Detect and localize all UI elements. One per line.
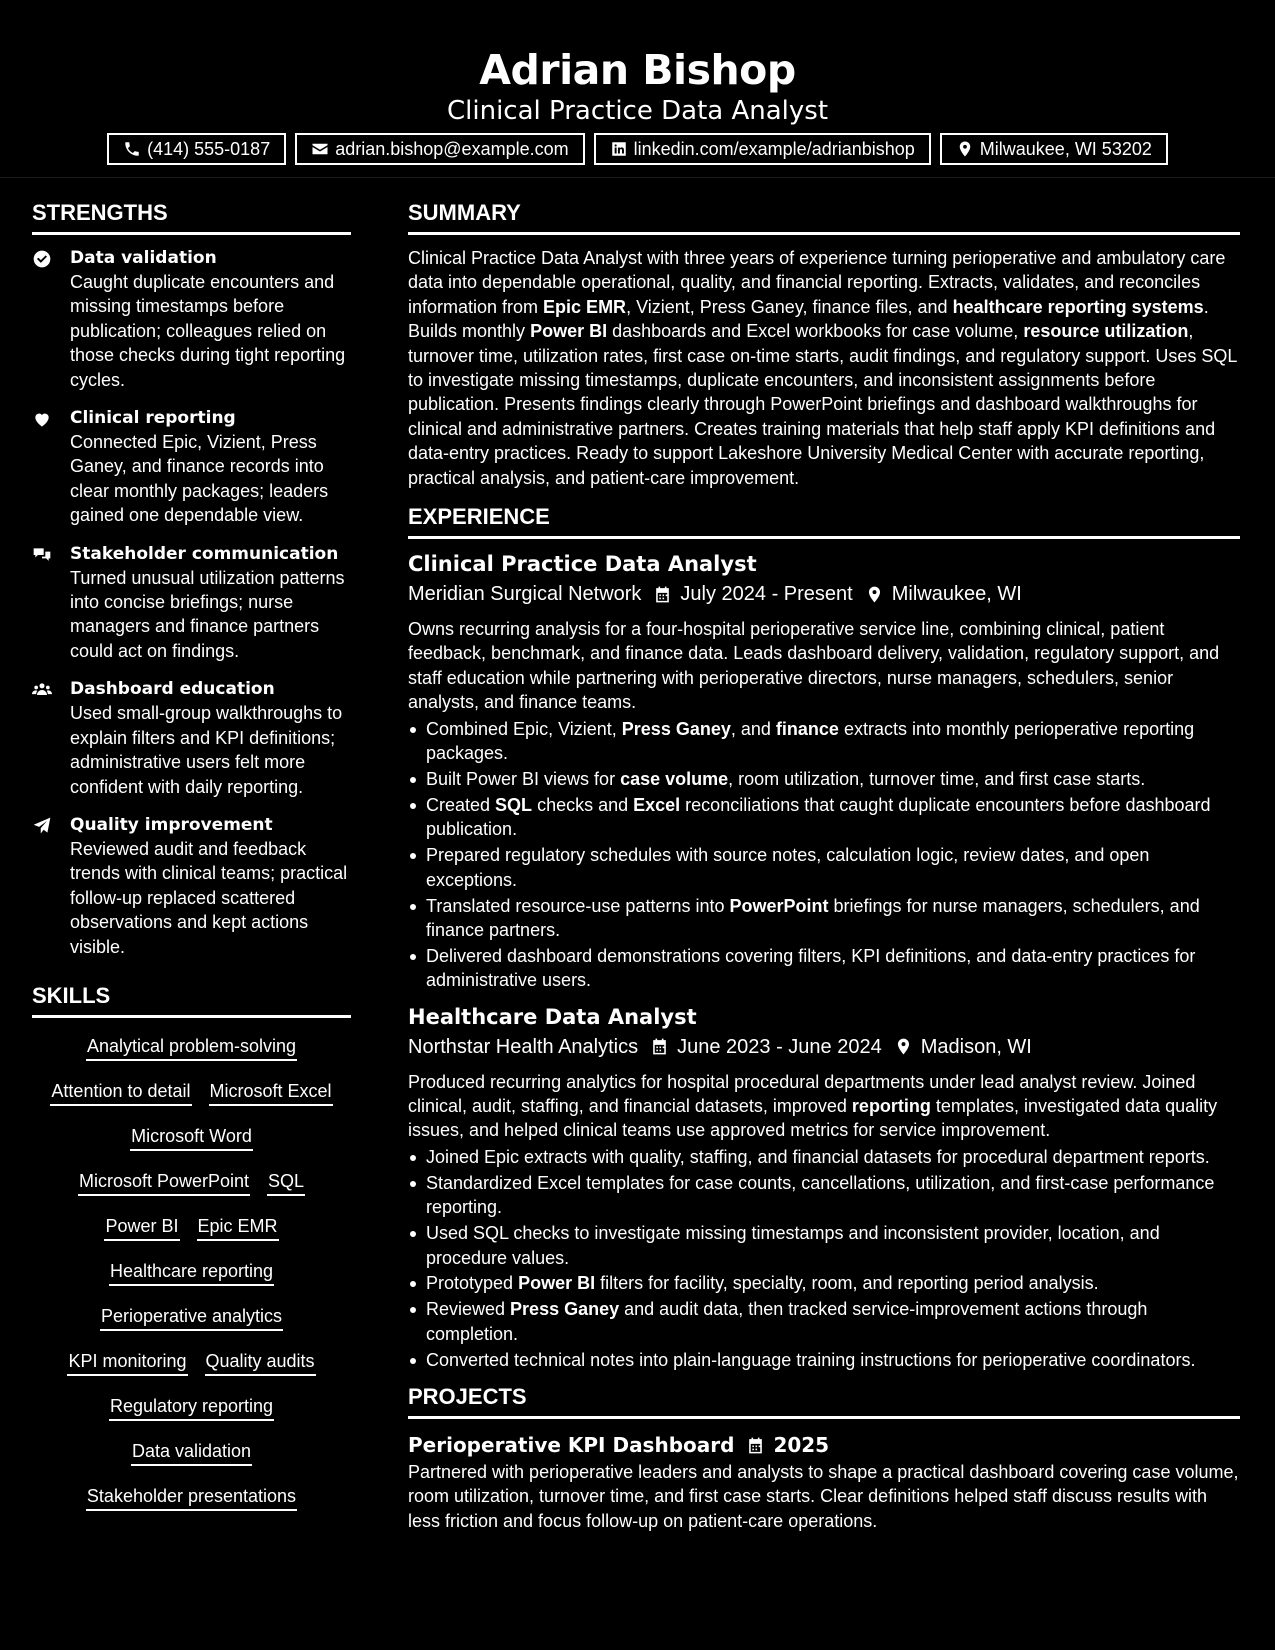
job-meta [408,578,1240,610]
project-year: 2025 [773,1433,830,1458]
strength-item [32,542,351,664]
left-column [32,198,351,1511]
job-bullet: Converted technical notes into plain-language training instructions for perioperative coordinators. [408,1348,1240,1372]
job-company: Meridian Surgical Network [408,583,642,606]
skill-chip: Analytical problem-solving [86,1035,297,1061]
check-circle-icon [32,246,70,392]
skill-chip: Data validation [131,1440,252,1466]
contact-email[interactable] [295,133,584,165]
contact-bar [0,133,1275,165]
phone-icon [123,140,141,158]
job-bullet: Standardized Excel templates for case counts, cancellations, utilization, and first-case performance reporting. [408,1171,1240,1220]
strengths-heading: STRENGTHS [32,198,351,235]
strength-item [32,813,351,959]
strength-desc: Turned unusual utilization patterns into concise briefings; nurse managers and finance partners could act on findings. [70,567,345,661]
contact-location-text: Milwaukee, WI 53202 [979,138,1152,159]
resume-header [0,0,1275,178]
strength-title: Quality improvement [70,814,273,835]
contact-linkedin[interactable] [594,133,931,165]
summary-text: Clinical Practice Data Analyst with three years of experience turning perioperative and ambulatory care data into dependable operational, quality, and financial reporting. Extracts, validates, and reconciles information from Epic EMR, Vizient, Press Ganey, finance files, and healthcare reporting systems. Builds monthly Power BI dashboards and Excel workbooks for case volume, resource utilization, turnover time, utilization rates, first case on-time starts, audit findings, and regulatory support. Uses SQL to investigate missing timestamps, duplicate encounters, and inconsistent assignments before publication. Presents findings clearly through PowerPoint briefings and dashboard walkthroughs for clinical and administrative partners. Creates training materials that help staff apply KPI definitions and data-entry practices. Ready to support Lakeshore University Medical Center with accurate reporting, practical analysis, and patient-care improvement. [408,248,1237,488]
map-pin-icon [882,1037,921,1056]
chat-bubbles-icon [32,542,70,664]
job-bullets [408,1145,1240,1372]
skill-chip: Attention to detail [50,1080,191,1106]
skill-chip: Regulatory reporting [109,1395,274,1421]
job-bullet: Reviewed Press Ganey and audit data, then tracked service-improvement actions through completion. [408,1297,1240,1346]
job-location: Milwaukee, WI [891,583,1022,606]
job-bullets [408,717,1240,993]
strength-title: Dashboard education [70,679,275,700]
job-company: Northstar Health Analytics [408,1035,639,1058]
skill-chip: SQL [267,1170,305,1196]
paper-plane-icon [32,813,70,959]
skills-list [32,1035,351,1511]
strength-desc: Caught duplicate encounters and missing timestamps before publication; colleagues relied on those checks during tight reporting cycles. [70,272,346,390]
skill-chip: Power BI [104,1215,179,1241]
project-title-row [408,1430,1240,1460]
skill-chip: Microsoft Excel [209,1080,333,1106]
job-location: Madison, WI [920,1035,1032,1058]
job-meta [408,1031,1240,1063]
strength-item [32,406,351,528]
calendar-icon [734,1436,773,1455]
job-bullet: Created SQL checks and Excel reconciliations that caught duplicate encounters before dashboard publication. [408,793,1240,842]
summary-heading: SUMMARY [408,198,1240,235]
strength-title: Data validation [70,248,217,268]
candidate-name: Adrian Bishop [479,46,796,94]
job-bullet: Prototyped Power BI filters for facility, specialty, room, and reporting period analysis. [408,1271,1240,1295]
right-column [408,198,1240,1533]
contact-phone[interactable] [107,133,286,165]
job-entry [408,1003,1240,1372]
job-title: Clinical Practice Data Analyst [408,552,757,577]
job-bullet: Translated resource-use patterns into PowerPoint briefings for nurse managers, schedulers, and finance partners. [408,894,1240,943]
map-pin-icon [853,585,892,604]
skills-heading: SKILLS [32,981,351,1018]
job-description: Produced recurring analytics for hospital procedural departments under lead analyst review. Joined clinical, audit, staffing, and financial datasets, improved reporting templates, investigated data quality issues, and helped clinical teams use approved metrics for service improvement. [408,1071,1218,1141]
job-description: Owns recurring analysis for a four-hospital perioperative service line, combining clinical, patient feedback, benchmark, and finance data. Leads dashboard delivery, validation, regulatory support, and staff education while partnering with perioperative directors, nurse managers, schedulers, senior analysts, and finance teams. [408,619,1220,713]
job-dates: June 2023 - June 2024 [677,1035,882,1058]
project-title: Perioperative KPI Dashboard [408,1433,735,1458]
skill-chip: Stakeholder presentations [86,1485,297,1511]
skill-chip: Microsoft Word [130,1125,253,1151]
envelope-icon [311,140,329,158]
job-bullet: Built Power BI views for case volume, room utilization, turnover time, and first case starts. [408,767,1240,791]
contact-phone-text: (414) 555-0187 [147,138,271,159]
job-bullet: Used SQL checks to investigate missing timestamps and inconsistent provider, location, and procedure values. [408,1221,1240,1270]
job-title: Healthcare Data Analyst [408,1004,697,1029]
project-entry [408,1430,1240,1533]
calendar-icon [638,1037,677,1056]
strength-desc: Reviewed audit and feedback trends with clinical teams; practical follow-up replaced scattered observations and kept actions visible. [70,838,348,957]
candidate-title: Clinical Practice Data Analyst [446,96,829,126]
linkedin-icon [610,140,628,158]
strength-item [32,677,351,799]
skill-chip: Healthcare reporting [109,1260,274,1286]
contact-location[interactable] [940,133,1168,165]
skill-chip: Microsoft PowerPoint [78,1170,250,1196]
project-description: Partnered with perioperative leaders and analysts to shape a practical dashboard covering case volume, room utilization, turnover time, and first case starts. Clear definitions helped staff discuss results with less friction and focus follow-up on patient-care operations. [408,1462,1239,1531]
strength-desc: Used small-group walkthroughs to explain filters and KPI definitions; administrative users felt more confident with daily reporting. [70,703,343,797]
job-entry [408,550,1240,993]
strength-desc: Connected Epic, Vizient, Press Ganey, and finance records into clear monthly packages; leaders gained one dependable view. [70,432,329,526]
job-bullet: Prepared regulatory schedules with source notes, calculation logic, review dates, and open exceptions. [408,843,1240,892]
contact-linkedin-text: linkedin.com/example/adrianbishop [633,138,915,159]
skill-chip: Quality audits [205,1350,316,1376]
contact-email-text: adrian.bishop@example.com [335,138,569,159]
skill-chip: Perioperative analytics [100,1305,283,1331]
job-bullet: Delivered dashboard demonstrations covering filters, KPI definitions, and data-entry practices for administrative users. [408,944,1240,993]
map-pin-icon [956,140,974,158]
users-icon [32,677,70,799]
projects-heading: PROJECTS [408,1382,1240,1419]
job-bullet: Joined Epic extracts with quality, staffing, and financial datasets for procedural department reports. [408,1145,1240,1169]
job-dates: July 2024 - Present [680,583,853,606]
strength-title: Stakeholder communication [70,543,339,564]
heart-icon [32,406,70,528]
job-bullet: Combined Epic, Vizient, Press Ganey, and finance extracts into monthly perioperative reporting packages. [408,717,1240,766]
strength-item [32,246,351,392]
experience-heading: EXPERIENCE [408,502,1240,539]
calendar-icon [641,585,680,604]
skill-chip: KPI monitoring [67,1350,187,1376]
strength-title: Clinical reporting [70,408,236,429]
skill-chip: Epic EMR [197,1215,279,1241]
